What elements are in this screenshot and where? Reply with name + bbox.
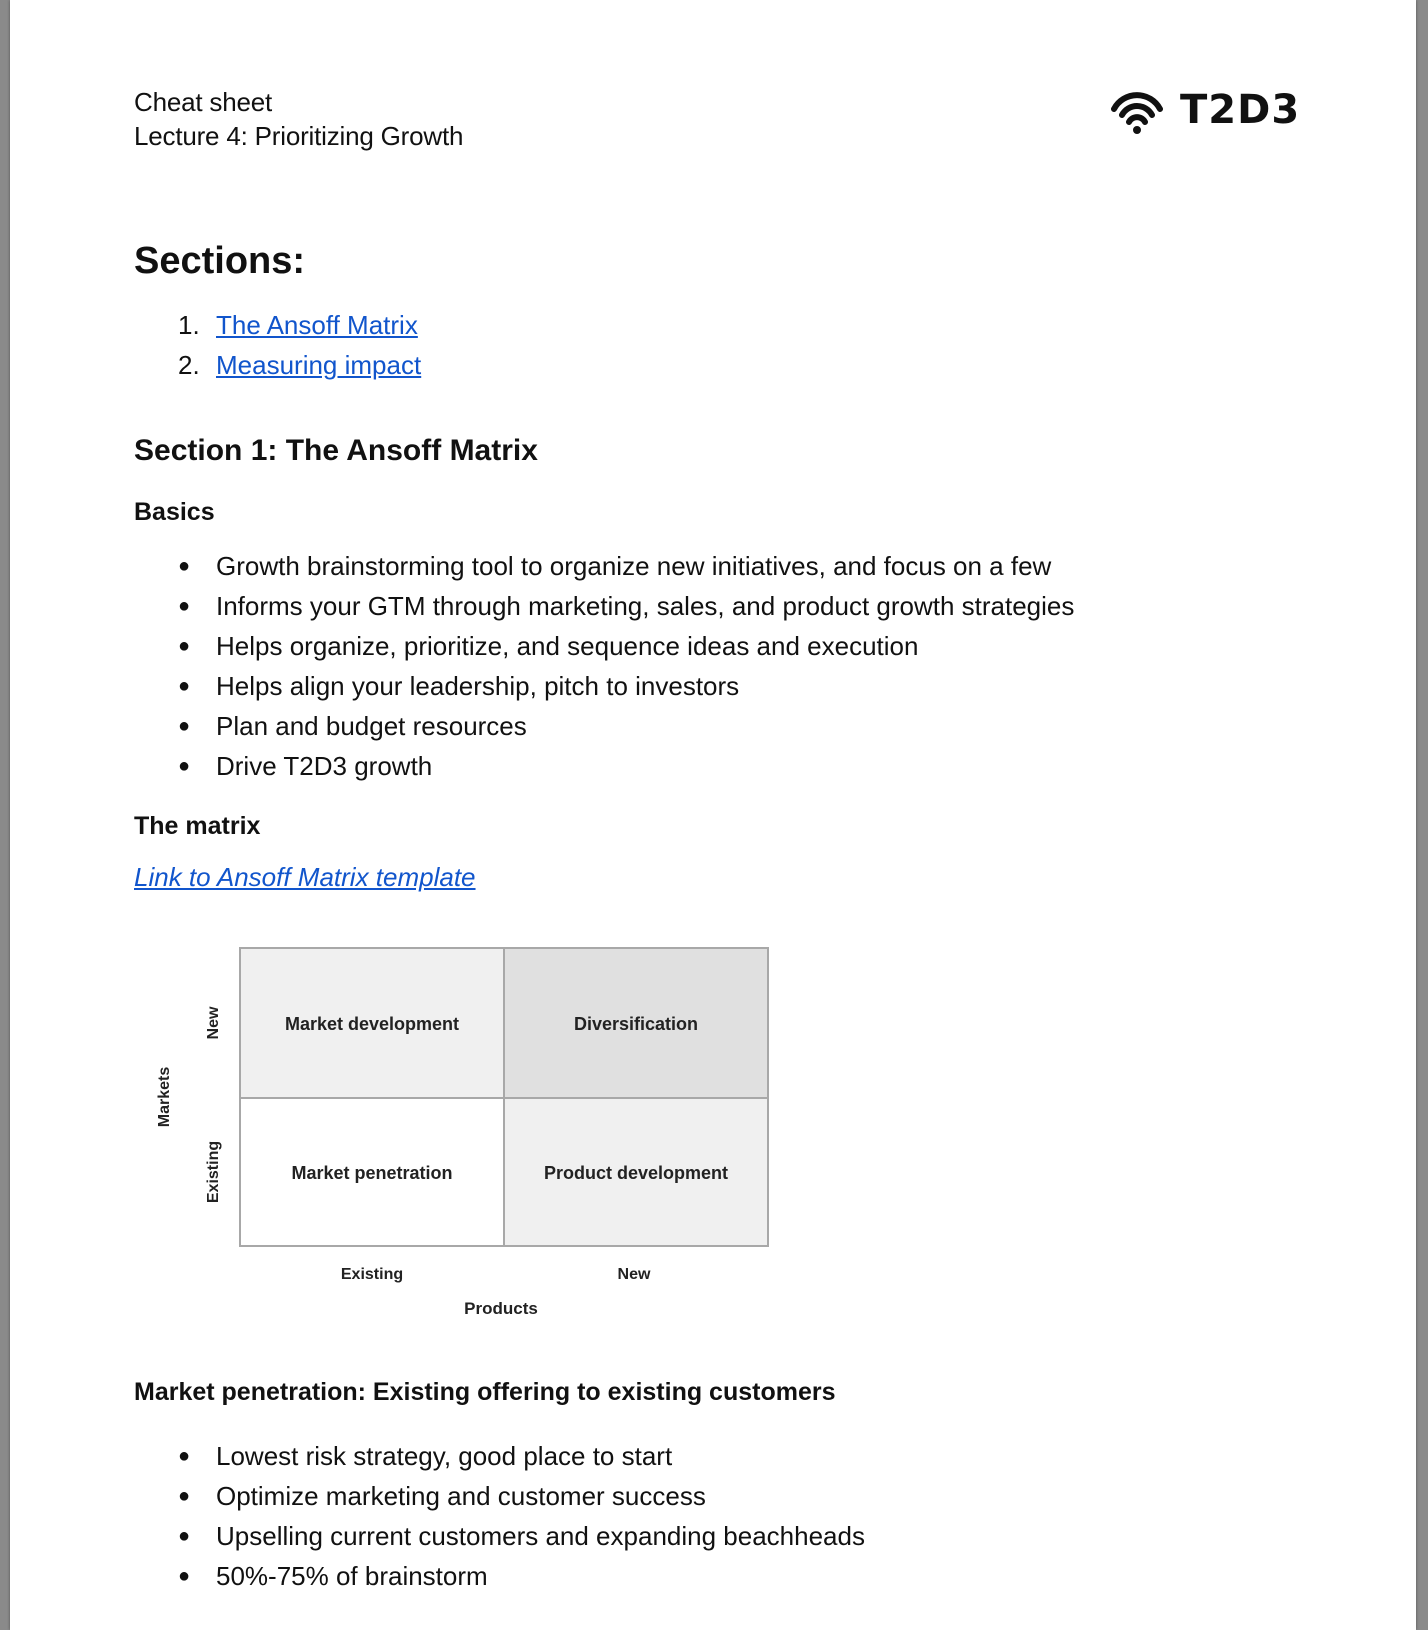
cell-label-product-development: Product development (543, 1163, 729, 1183)
sections-list-item (134, 350, 421, 390)
basics-heading: Basics (134, 498, 215, 526)
list-item (134, 1516, 865, 1556)
x-axis-title: Products (464, 1299, 538, 1318)
list-item (134, 1436, 865, 1476)
list-item (134, 666, 1074, 706)
t2d3-logo (1110, 85, 1300, 135)
list-item (134, 626, 1074, 666)
sections-list (134, 310, 421, 390)
y-label-existing: Existing (205, 1140, 222, 1204)
market-penetration-list (134, 1436, 865, 1596)
list-item-text: Helps organize, prioritize, and sequence ideas and execution (216, 630, 919, 661)
basics-list (134, 546, 1074, 786)
bullet: ● (178, 674, 191, 697)
list-item (134, 1556, 865, 1596)
sections-heading: Sections: (134, 240, 306, 282)
y-label-new: New (205, 1006, 222, 1040)
list-item (134, 586, 1074, 626)
doc-type-label: Cheat sheet (134, 87, 273, 117)
list-number: 2. (178, 350, 200, 380)
list-item (134, 706, 1074, 746)
lecture-title: Lecture 4: Prioritizing Growth (134, 121, 464, 151)
x-label-existing: Existing (340, 1266, 404, 1283)
wifi-signal-icon (1110, 85, 1164, 135)
logo-text: T2D3 (1180, 87, 1301, 133)
list-item-text: Upselling current customers and expanding beachheads (216, 1520, 865, 1551)
section-link-ansoff-matrix[interactable]: The Ansoff Matrix (216, 310, 418, 340)
document-page (10, 0, 1416, 1630)
bullet: ● (178, 1524, 191, 1547)
list-item-text: Informs your GTM through marketing, sales, and product growth strategies (216, 590, 1075, 621)
bullet: ● (178, 554, 191, 577)
list-item-text: Drive T2D3 growth (216, 750, 433, 781)
list-item-text: Lowest risk strategy, good place to start (216, 1440, 673, 1471)
bullet: ● (178, 754, 191, 777)
list-item-text: Helps align your leadership, pitch to investors (216, 670, 740, 701)
cell-label-market-penetration: Market penetration (291, 1163, 453, 1183)
bullet: ● (178, 594, 191, 617)
bullet: ● (178, 634, 191, 657)
list-item-text: 50%-75% of brainstorm (216, 1560, 488, 1591)
bullet: ● (178, 714, 191, 737)
market-penetration-heading: Market penetration: Existing offering to existing customers (134, 1378, 836, 1406)
bullet: ● (178, 1444, 191, 1467)
list-item (134, 1476, 865, 1516)
bullet: ● (178, 1564, 191, 1587)
ansoff-matrix-diagram (140, 930, 780, 1330)
list-item (134, 746, 1074, 786)
x-label-new: New (617, 1266, 651, 1283)
list-item-text: Optimize marketing and customer success (216, 1480, 706, 1511)
list-item-text: Growth brainstorming tool to organize new initiatives, and focus on a few (216, 550, 1052, 581)
list-item-text: Plan and budget resources (216, 710, 527, 741)
section1-title: Section 1: The Ansoff Matrix (134, 434, 538, 467)
cell-label-market-development: Market development (284, 1014, 460, 1034)
sections-list-item (134, 310, 421, 350)
list-item (134, 546, 1074, 586)
matrix-heading: The matrix (134, 812, 261, 840)
list-number: 1. (178, 310, 200, 340)
cell-label-diversification: Diversification (573, 1014, 699, 1034)
bullet: ● (178, 1484, 191, 1507)
y-axis-title: Markets (156, 1066, 173, 1128)
ansoff-template-link[interactable]: Link to Ansoff Matrix template (134, 862, 476, 892)
section-link-measuring-impact[interactable]: Measuring impact (216, 350, 422, 380)
